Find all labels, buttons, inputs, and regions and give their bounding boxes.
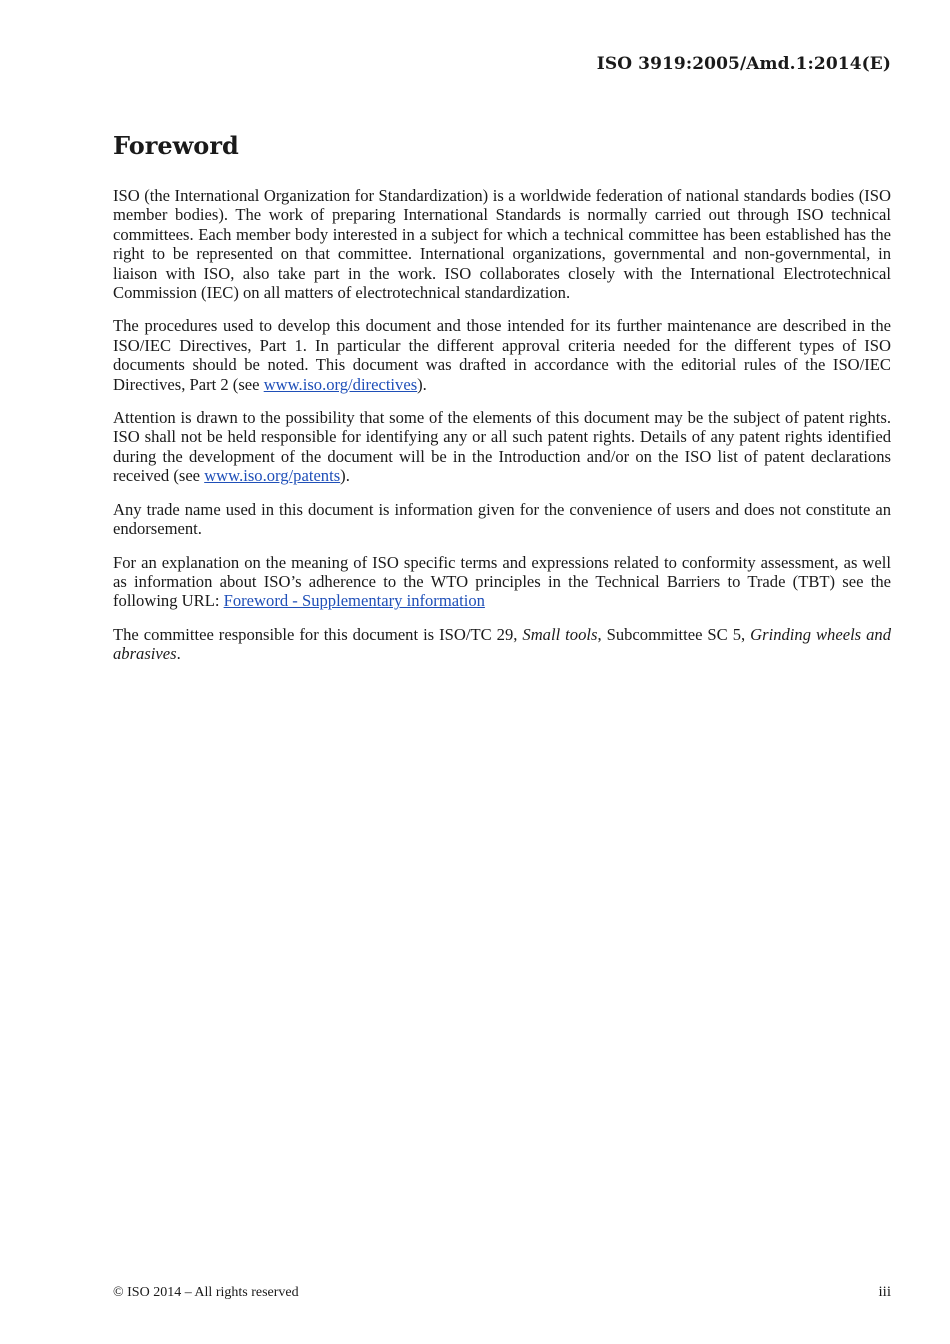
paragraph-patents: [113, 408, 891, 486]
paragraph-patents-text: Attention is drawn to the possibility that some of the elements of this document may be the subject of patent rights. ISO shall not be held responsible for identifying any or all such patent rights. Details of any patent rights identified during the development of the document will be in the Introduction and/or on the ISO list of patent declarations received (see: [113, 408, 891, 486]
patents-link[interactable]: www.iso.org/patents: [204, 466, 341, 486]
paragraph-committee: [113, 625, 891, 664]
paragraph-iso-overview: ISO (the International Organization for Standardization) is a worldwide federation of national standards bodies (ISO member bodies). The work of preparing International Standards is normally carried out through ISO technical committees. Each member body interested in a subject for which a technical committee has been established has the right to be represented on that committee. International organizations, governmental and non-governmental, in liaison with ISO, also take part in the work. ISO collaborates closely with the International Electrotechnical Commission (IEC) on all matters of electrotechnical standardization.: [113, 186, 891, 303]
paragraph-patents-end: ).: [340, 466, 350, 486]
subcommittee-name: Grinding wheels and abrasives: [113, 624, 892, 664]
copyright-notice: © ISO 2014 – All rights reserved: [113, 1285, 299, 1300]
foreword-body: [113, 186, 891, 678]
paragraph-procedures: [113, 316, 891, 394]
paragraph-procedures-text: The procedures used to develop this document and those intended for its further maintenance are described in the ISO/IEC Directives, Part 1. In particular the different approval criteria needed for the different types of ISO documents should be noted. This document was drafted in accordance with the editorial rules of the ISO/IEC Directives, Part 2 (see: [113, 316, 891, 394]
paragraph-trade-name: Any trade name used in this document is information given for the convenience of users and does not constitute an endorsement.: [113, 499, 891, 539]
paragraph-conformity: [113, 553, 891, 611]
paragraph-procedures-end: ).: [417, 374, 427, 394]
paragraph-committee-text-b: , Subcommittee SC 5,: [597, 624, 751, 644]
paragraph-committee-text-a: The committee responsible for this document is ISO/TC 29,: [113, 624, 523, 644]
directives-link[interactable]: www.iso.org/directives: [263, 374, 418, 394]
committee-name: Small tools: [522, 624, 598, 644]
supplementary-info-link[interactable]: Foreword - Supplementary information: [223, 591, 485, 611]
document-id: ISO 3919:2005/Amd.1:2014(E): [596, 54, 891, 74]
paragraph-committee-end: .: [176, 644, 181, 664]
paragraph-conformity-text: For an explanation on the meaning of ISO specific terms and expressions related to conformity assessment, as well as information about ISO’s adherence to the WTO principles in the Technical Barriers to Trade (TBT) see the following URL:: [113, 552, 891, 611]
page-number: iii: [878, 1284, 891, 1300]
section-title: Foreword: [113, 131, 239, 160]
